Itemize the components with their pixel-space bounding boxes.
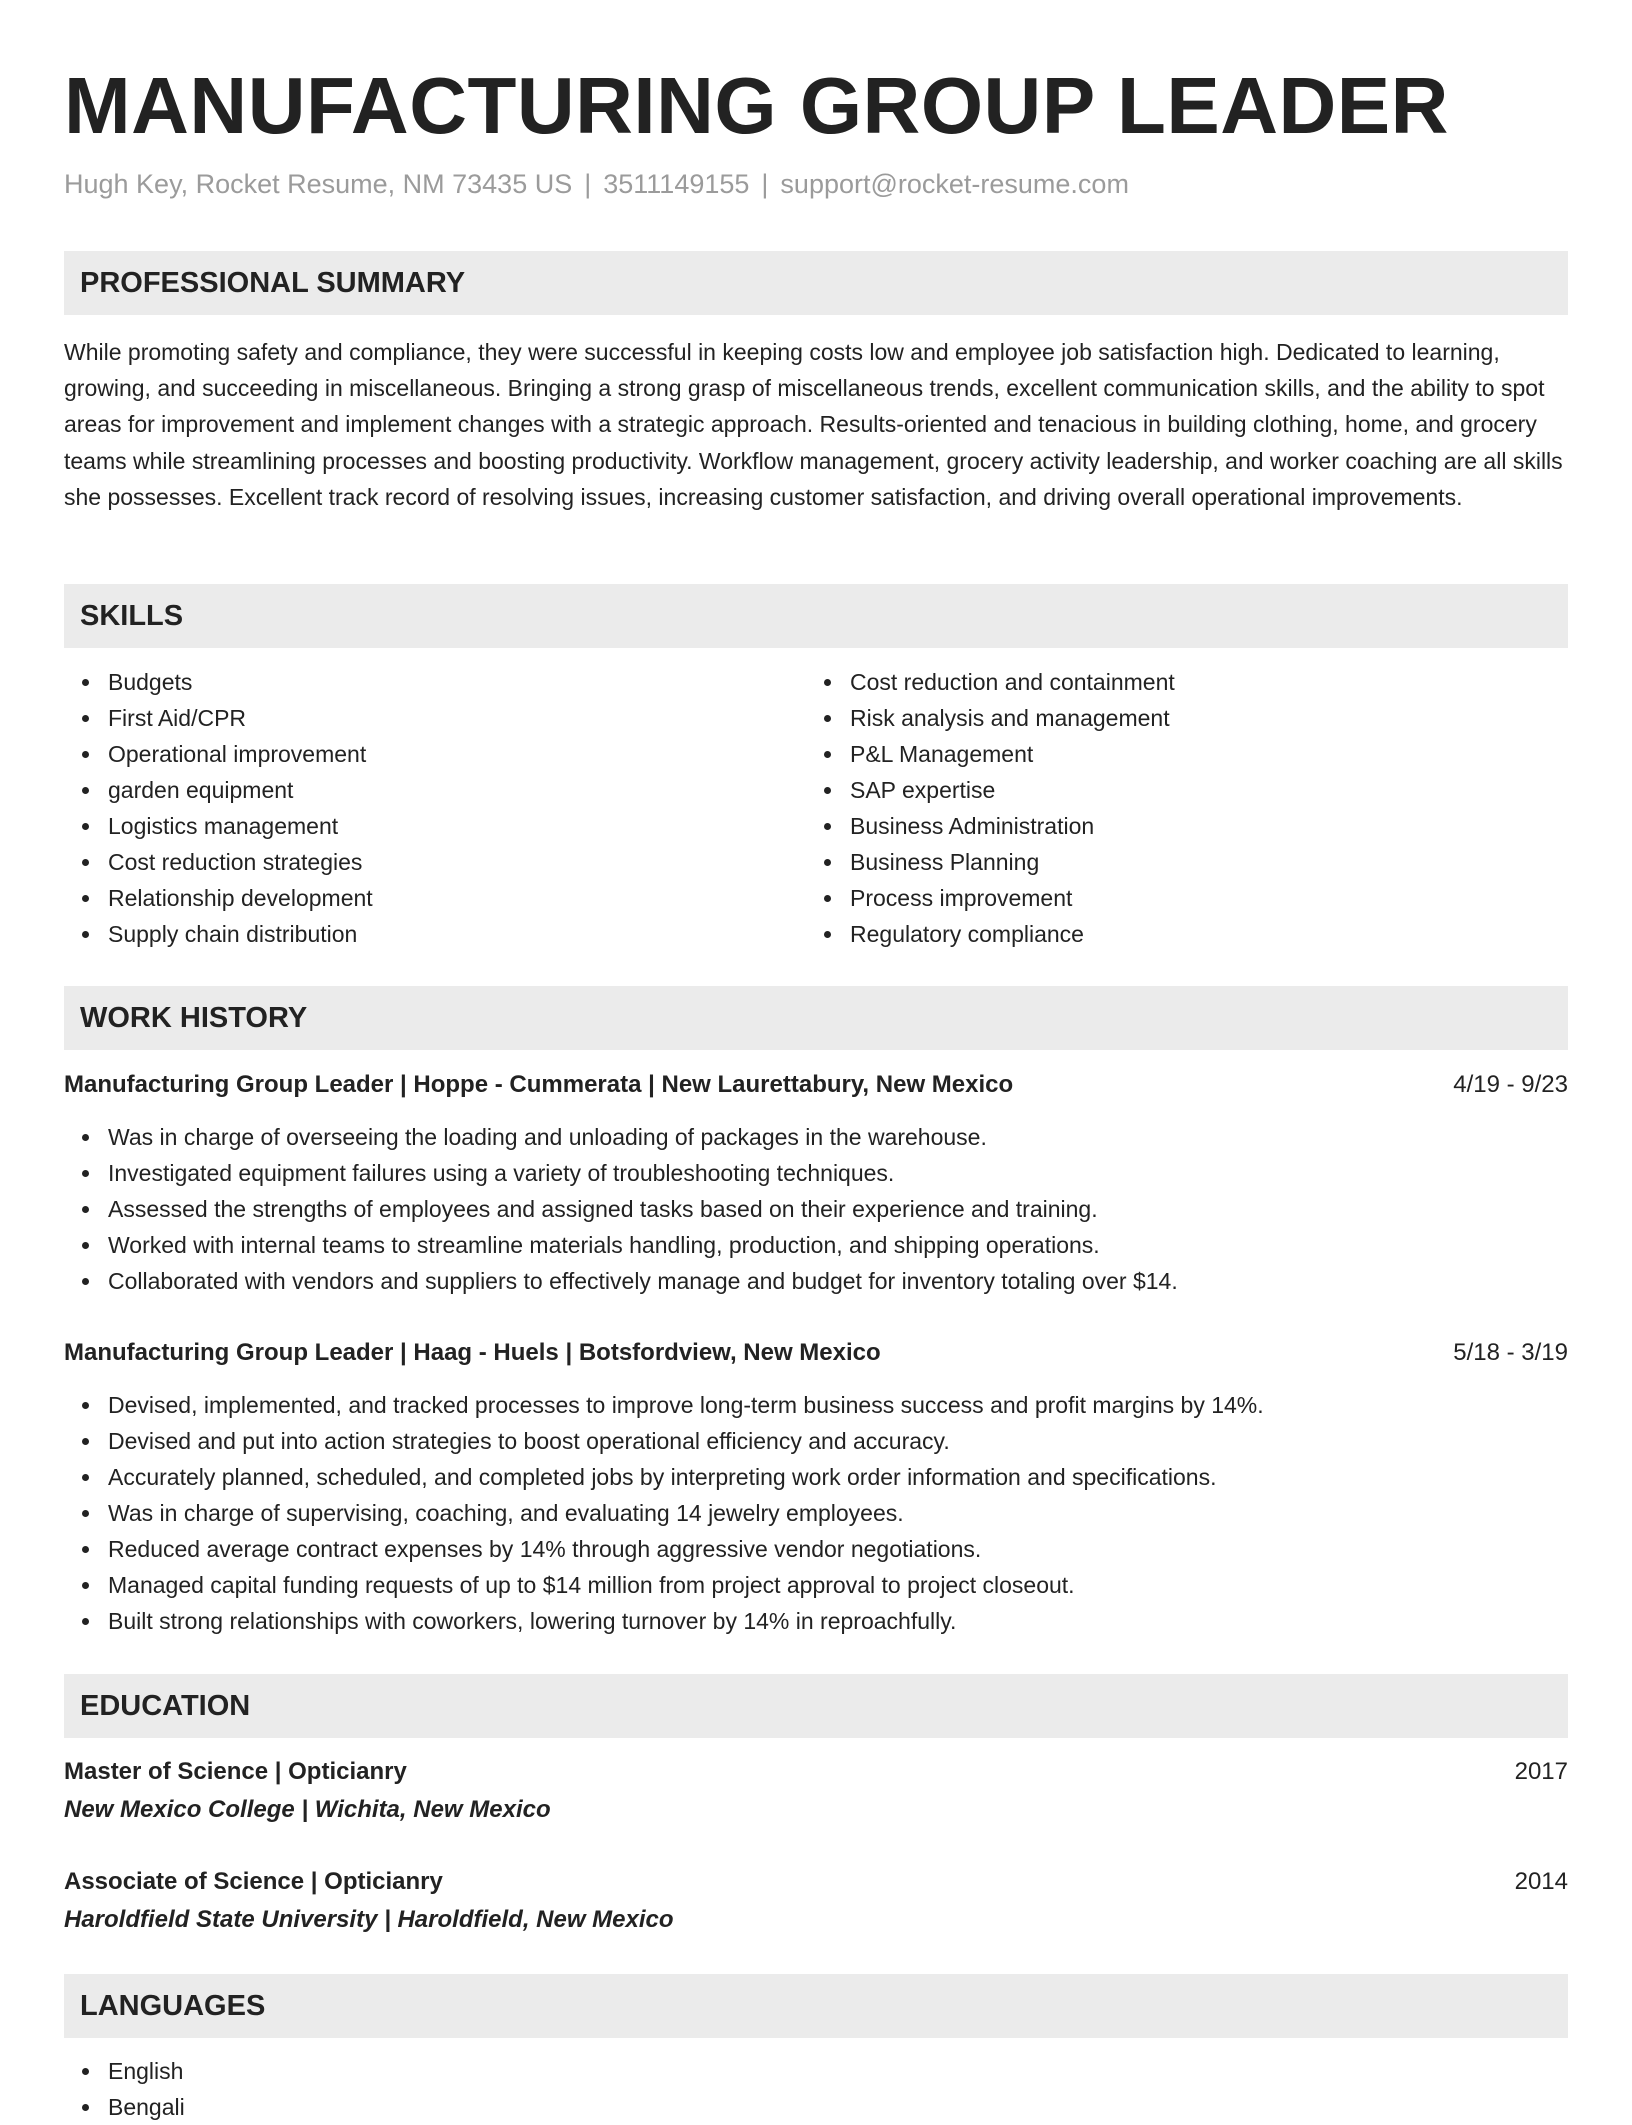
- education-school: New Mexico College | Wichita, New Mexico: [64, 1796, 551, 1823]
- section-header-languages: [64, 1974, 1568, 2038]
- skill-item: Business Planning: [806, 844, 1175, 880]
- job-bullet: Devised, implemented, and tracked processes to improve long-term business success and profit margins by 14%.: [64, 1387, 1264, 1423]
- section-heading: PROFESSIONAL SUMMARY: [80, 267, 466, 299]
- skill-item: First Aid/CPR: [64, 700, 373, 736]
- contact-separator: |: [584, 169, 592, 199]
- education-school: Haroldfield State University | Haroldfield, New Mexico: [64, 1906, 674, 1933]
- job-bullet: Devised and put into action strategies to boost operational efficiency and accuracy.: [64, 1423, 1264, 1459]
- skill-item: Operational improvement: [64, 736, 373, 772]
- section-heading: EDUCATION: [80, 1690, 251, 1722]
- language-item: Bengali: [64, 2089, 185, 2125]
- skill-item: Relationship development: [64, 880, 373, 916]
- skill-item: SAP expertise: [806, 772, 1175, 808]
- job-dates: 4/19 - 9/23: [1453, 1071, 1568, 1098]
- job-bullets: [64, 1387, 1264, 1639]
- skill-item: Logistics management: [64, 808, 373, 844]
- section-heading: WORK HISTORY: [80, 1002, 308, 1034]
- section-heading: LANGUAGES: [80, 1990, 266, 2022]
- job-bullet: Accurately planned, scheduled, and completed jobs by interpreting work order information and specifications.: [64, 1459, 1264, 1495]
- contact-address: Hugh Key, Rocket Resume, NM 73435 US: [64, 169, 573, 199]
- section-header-summary: [64, 251, 1568, 315]
- skill-item: garden equipment: [64, 772, 373, 808]
- contact-separator: |: [761, 169, 769, 199]
- skill-item: Budgets: [64, 664, 373, 700]
- skill-item: Risk analysis and management: [806, 700, 1175, 736]
- job-bullet: Worked with internal teams to streamline materials handling, production, and shipping operations.: [64, 1227, 1178, 1263]
- section-header-work-history: [64, 986, 1568, 1050]
- job-bullet: Investigated equipment failures using a variety of troubleshooting techniques.: [64, 1155, 1178, 1191]
- summary-text: While promoting safety and compliance, they were successful in keeping costs low and employee job satisfaction high. Dedicated to learning, growing, and succeeding in miscellaneous. Bringing a strong grasp of miscellaneous trends, excellent communication skills, and the ability to spot areas for improvement and implement changes with a strategic approach. Results-oriented and tenacious in building clothing, home, and grocery teams while streamlining processes and boosting productivity. Workflow management, grocery activity leadership, and worker coaching are all skills she possesses. Excellent track record of resolving issues, increasing customer satisfaction, and driving overall operational improvements.: [64, 339, 1563, 510]
- section-heading: SKILLS: [80, 600, 184, 632]
- section-header-education: [64, 1674, 1568, 1738]
- job-bullet: Was in charge of overseeing the loading and unloading of packages in the warehouse.: [64, 1119, 1178, 1155]
- skill-item: Supply chain distribution: [64, 916, 373, 952]
- education-degree: Associate of Science | Opticianry: [64, 1868, 443, 1895]
- skill-item: Cost reduction and containment: [806, 664, 1175, 700]
- job-title: Manufacturing Group Leader | Haag - Huels | Botsfordview, New Mexico: [64, 1339, 881, 1366]
- languages-list: [64, 2053, 185, 2125]
- skill-item: Cost reduction strategies: [64, 844, 373, 880]
- skill-item: Regulatory compliance: [806, 916, 1175, 952]
- skill-item: P&L Management: [806, 736, 1175, 772]
- contact-email: support@rocket-resume.com: [780, 169, 1129, 199]
- job-bullet: Managed capital funding requests of up to $14 million from project approval to project closeout.: [64, 1567, 1264, 1603]
- education-year: 2017: [1514, 1758, 1568, 1785]
- education-degree: Master of Science | Opticianry: [64, 1758, 407, 1785]
- job-bullet: Reduced average contract expenses by 14% through aggressive vendor negotiations.: [64, 1531, 1264, 1567]
- contact-phone: 3511149155: [603, 169, 750, 199]
- candidate-title: MANUFACTURING GROUP LEADER: [64, 61, 1449, 150]
- skills-list-right: [806, 664, 1175, 952]
- section-header-skills: [64, 584, 1568, 648]
- job-bullet: Collaborated with vendors and suppliers to effectively manage and budget for inventory totaling over $14.: [64, 1263, 1178, 1299]
- skills-list-left: [64, 664, 373, 952]
- skill-item: Process improvement: [806, 880, 1175, 916]
- job-bullet: Was in charge of supervising, coaching, and evaluating 14 jewelry employees.: [64, 1495, 1264, 1531]
- job-bullet: Built strong relationships with coworkers, lowering turnover by 14% in reproachfully.: [64, 1603, 1264, 1639]
- job-title: Manufacturing Group Leader | Hoppe - Cummerata | New Laurettabury, New Mexico: [64, 1071, 1014, 1098]
- skill-item: Business Administration: [806, 808, 1175, 844]
- contact-line: [64, 164, 1129, 204]
- job-dates: 5/18 - 3/19: [1453, 1339, 1568, 1366]
- job-bullet: Assessed the strengths of employees and assigned tasks based on their experience and training.: [64, 1191, 1178, 1227]
- education-year: 2014: [1514, 1868, 1568, 1895]
- language-item: English: [64, 2053, 185, 2089]
- job-bullets: [64, 1119, 1178, 1299]
